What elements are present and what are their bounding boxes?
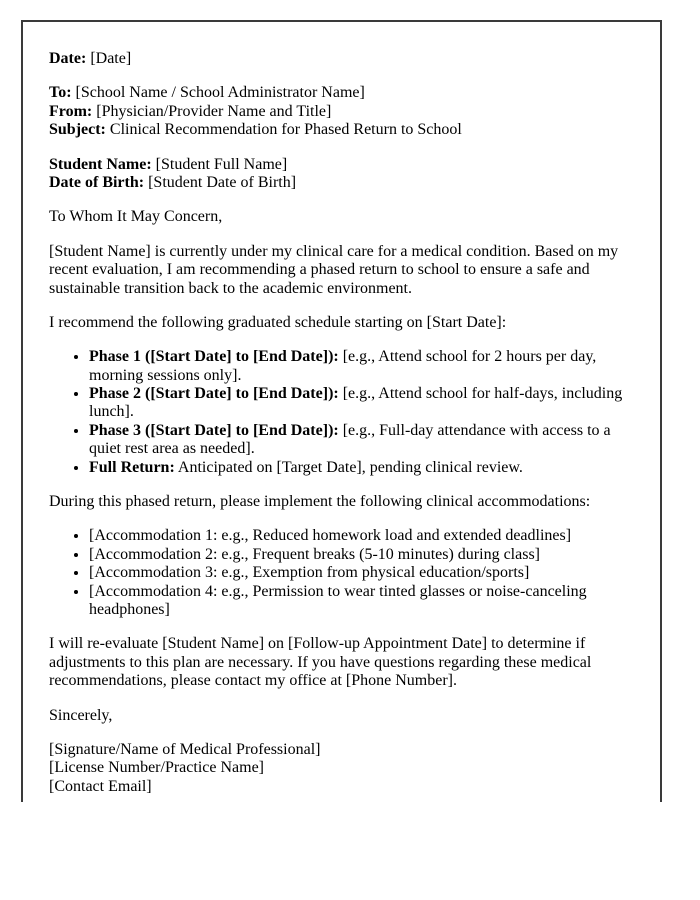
phase-text: Anticipated on [Target Date], pending clinical review. bbox=[177, 458, 523, 476]
phase-label: Full Return: bbox=[89, 458, 175, 476]
signature-line: [License Number/Practice Name] bbox=[49, 759, 265, 777]
followup-paragraph: I will re-evaluate [Student Name] on [Follow-up Appointment Date] to determine if adjustments to this plan are necessary. If you have questions regarding these medical recommendations, please contact my office at [Phone Number]. bbox=[49, 635, 592, 690]
phase-label: Phase 2 ([Start Date] to [End Date]): bbox=[89, 385, 339, 403]
subject-value: Clinical Recommendation for Phased Return to School bbox=[109, 121, 462, 139]
letter-document bbox=[21, 20, 662, 802]
phase-text: [e.g., Attend school for 2 hours per day, morning sessions only]. bbox=[89, 348, 597, 384]
schedule-intro-paragraph: I recommend the following graduated schedule starting on [Start Date]: bbox=[49, 313, 507, 331]
list-item bbox=[89, 459, 634, 477]
list-item bbox=[89, 385, 634, 422]
student-block bbox=[49, 156, 634, 193]
list-item: • [Accommodation 4: e.g., Permission to wear tinted glasses or noise-canceling headphones] bbox=[89, 583, 634, 620]
to-value: [School Name / School Administrator Name] bbox=[75, 84, 365, 102]
list-item: • [Accommodation 2: e.g., Frequent breaks (5-10 minutes) during class] bbox=[89, 546, 634, 564]
list-item bbox=[89, 348, 634, 385]
accommodation-list bbox=[49, 527, 634, 619]
list-item bbox=[89, 422, 634, 459]
signature-block bbox=[49, 741, 634, 796]
list-item: • [Accommodation 3: e.g., Exemption from physical education/sports] bbox=[89, 564, 634, 582]
salutation: To Whom It May Concern, bbox=[49, 208, 223, 226]
date-line bbox=[49, 50, 634, 68]
phase-text: [e.g., Full-day attendance with access to a quiet rest area as needed]. bbox=[89, 421, 611, 458]
subject-label: Subject: bbox=[49, 121, 106, 139]
header-block bbox=[49, 84, 634, 139]
from-label: From: bbox=[49, 102, 93, 120]
phase-label: Phase 3 ([Start Date] to [End Date]): bbox=[89, 421, 339, 439]
to-label: To: bbox=[49, 84, 72, 102]
dob-value: [Student Date of Birth] bbox=[148, 173, 297, 191]
date-label: Date: bbox=[49, 50, 87, 67]
accommodations-intro-paragraph: During this phased return, please implement the following clinical accommodations: bbox=[49, 493, 591, 511]
from-value: [Physician/Provider Name and Title] bbox=[96, 102, 332, 120]
phase-list bbox=[49, 348, 634, 477]
signature-line: [Contact Email] bbox=[49, 777, 152, 795]
phase-label: Phase 1 ([Start Date] to [End Date]): bbox=[89, 348, 339, 366]
signature-line: [Signature/Name of Medical Professional] bbox=[49, 740, 321, 758]
phase-text: [e.g., Attend school for half-days, including lunch]. bbox=[89, 385, 623, 421]
date-value: [Date] bbox=[90, 50, 132, 67]
student-name-value: [Student Full Name] bbox=[155, 155, 288, 173]
student-name-label: Student Name: bbox=[49, 155, 152, 173]
list-item: • [Accommodation 1: e.g., Reduced homework load and extended deadlines] bbox=[89, 527, 634, 545]
dob-label: Date of Birth: bbox=[49, 173, 145, 191]
intro-paragraph: [Student Name] is currently under my clinical care for a medical condition. Based on my recent evaluation, I am recommending a phased return to school to ensure a safe and sustainable transition back to the academic environment. bbox=[49, 242, 619, 297]
closing: Sincerely, bbox=[49, 706, 113, 724]
